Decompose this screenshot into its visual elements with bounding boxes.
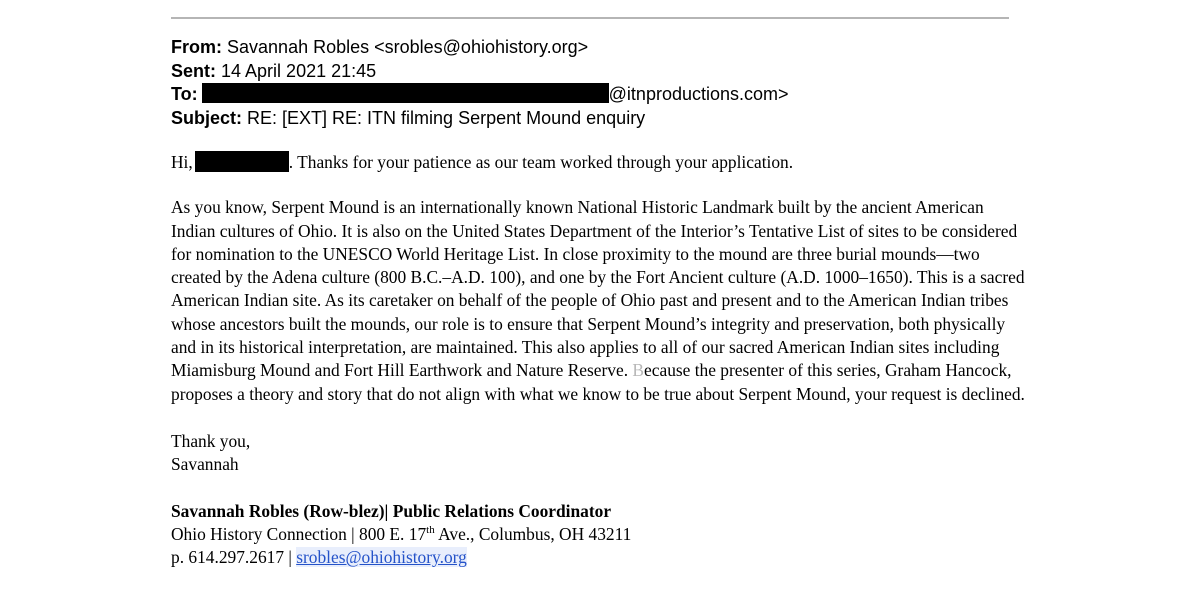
main-paragraph [171, 196, 1026, 406]
faded-letter: B [632, 360, 645, 381]
greeting-rest: . Thanks for your patience as our team worked through your application. [288, 152, 794, 172]
signature-block [171, 500, 1031, 570]
signature-email-link[interactable]: srobles@ohiohistory.org [296, 547, 467, 568]
signature-org-suffix: Ave., Columbus, OH 43211 [434, 523, 632, 544]
subject-line [171, 107, 789, 131]
top-divider [171, 17, 1009, 19]
sent-value: 14 April 2021 21:45 [221, 60, 377, 81]
greeting-prefix: Hi, [171, 152, 193, 172]
redacted-recipient [202, 83, 609, 103]
paragraph-main: As you know, Serpent Mound is an internationally known National Historic Landmark built by the ancient American Indian cultures of Ohio. It is also on the United States Department of the Interior’s Tentative List of sites to be considered for nomination to the UNESCO World Heritage List. In close proximity to the mound are three burial mounds—two created by the Adena culture (800 B.C.–A.D. 100), and one by the Fort Ancient culture (A.D. 1000–1650). This is a sacred American Indian site. As its caretaker on behalf of the people of Ohio past and present and to the American Indian tribes whose ancestors built the mounds, our role is to ensure that Serpent Mound’s integrity and preservation, both physically and in its historical interpretation, are maintained. This also applies to all of our sacred American Indian sites including Miamisburg Mound and Fort Hill Earthwork and Nature Reserve. [171, 197, 1025, 381]
email-header [171, 36, 789, 130]
sign-off [171, 430, 1031, 477]
email-body [171, 151, 1031, 569]
from-value: Savannah Robles <srobles@ohiohistory.org> [227, 37, 589, 57]
closing-name: Savannah [171, 454, 239, 475]
subject-value: RE: [EXT] RE: ITN filming Serpent Mound enquiry [247, 107, 646, 128]
signature-org-sup: th [426, 523, 435, 536]
closing: Thank you, [171, 430, 251, 451]
from-line [171, 36, 789, 60]
to-line [171, 83, 789, 107]
signature-org-prefix: Ohio History Connection | 800 E. 17 [171, 523, 427, 544]
signature-org-line [171, 524, 631, 544]
greeting [171, 151, 1031, 174]
to-label: To: [171, 84, 198, 104]
paragraph-tail: ecause the presenter of this series, Graham Hancock, proposes a theory and story that do not align with what we know to be true about Serpent Mound, your request is declined. [171, 360, 1025, 404]
signature-name-title: Savannah Robles (Row-blez)| Public Relations Coordinator [171, 500, 612, 521]
redacted-name [195, 151, 289, 172]
sent-line [171, 60, 789, 84]
to-domain: @itnproductions.com> [608, 84, 789, 104]
signature-phone: p. 614.297.2617 | [171, 547, 297, 568]
from-label: From: [171, 37, 222, 57]
sent-label: Sent: [171, 60, 216, 81]
subject-label: Subject: [171, 107, 243, 128]
